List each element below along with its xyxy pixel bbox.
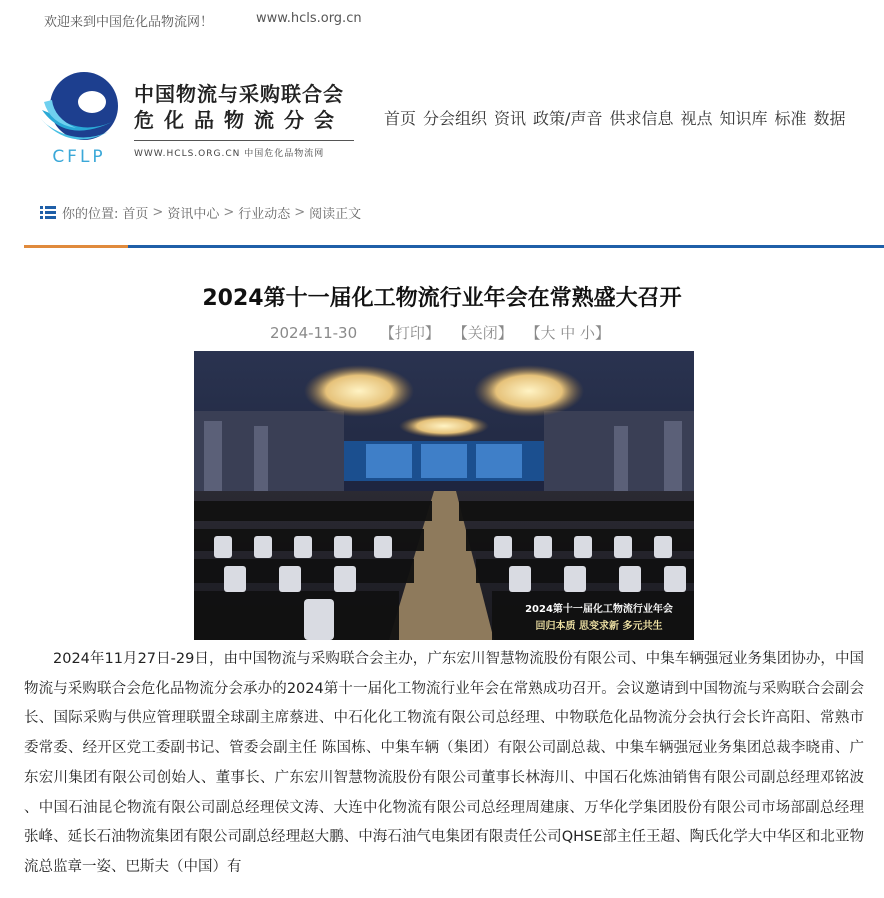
org-name-line1: 中国物流与采购联合会: [134, 82, 344, 106]
breadcrumb-item-industry[interactable]: 行业动态: [238, 207, 291, 222]
cflp-logo-icon[interactable]: [36, 66, 122, 166]
main-nav: [384, 106, 846, 129]
nav-item-knowledge[interactable]: 知识库: [719, 109, 768, 128]
breadcrumb-separator: >: [223, 205, 235, 220]
article-date: 2024-11-30: [269, 324, 358, 342]
logo-text: CFLP: [52, 147, 106, 166]
breadcrumb-prefix: 你的位置:: [62, 207, 119, 222]
nav-item-data[interactable]: 数据: [813, 109, 846, 128]
photo-caption-line1: 2024第十一届化工物流行业年会: [525, 604, 673, 615]
nav-item-home[interactable]: 首页: [384, 109, 417, 128]
breadcrumb-item-home[interactable]: 首页: [122, 207, 149, 222]
nav-item-supply[interactable]: 供求信息: [609, 109, 674, 128]
header-divider: [24, 245, 884, 248]
nav-item-standards[interactable]: 标准: [774, 109, 807, 128]
nav-item-viewpoint[interactable]: 视点: [680, 109, 713, 128]
top-bar: [0, 0, 884, 40]
list-icon: [40, 206, 56, 219]
photo-caption-line2: 回归本质 思变求新 多元共生: [535, 621, 663, 632]
org-divider: [134, 140, 354, 141]
site-domain-link[interactable]: www.hcls.org.cn: [256, 11, 362, 26]
breadcrumb: [40, 203, 361, 222]
breadcrumb-item-news-center[interactable]: 资讯中心: [167, 207, 220, 222]
close-link[interactable]: 【关闭】: [452, 324, 513, 342]
article-body: 2024年11月27日-29日，由中国物流与采购联合会主办，广东宏川智慧物流股份有限公司、中集车辆强冠业务集团协办，中国物流与采购联合会危化品物流分会承办的2024第十一届化工物流行业年会在常熟成功召开。会议邀请到中国物流与采购联合会副会长、国际采购与供应管理联盟全球副主席蔡进、中石化化工物流有限公司总经理、中物联危化品物流分会执行会长许高阳、常熟市委常委、经开区党工委副书记、管委会副主任 陈国栋、中集车辆（集团）有限公司副总裁、中集车辆强冠业务集团总裁李晓甫、广东宏川集团有限公司创始人、董事长、广东宏川智慧物流股份有限公司董事长林海川、中国石化炼油销售有限公司副总经理邓铭波 、中国石油昆仑物流有限公司副总经理侯文涛、大连中化物流有限公司总经理周建康、万华化学集团股份有限公司市场部副总经理张峰、延长石油物流集团有限公司副总经理赵大鹏、中海石油气电集团有限责任公司QHSE部主任王超、陶氏化学大中华区和北亚物流总监章一姿、巴斯夫（中国）有: [24, 651, 864, 875]
print-link[interactable]: 【打印】: [379, 324, 440, 342]
header-divider-accent: [24, 245, 128, 248]
breadcrumb-separator: >: [294, 205, 306, 220]
nav-item-news[interactable]: 资讯: [494, 109, 527, 128]
org-name-line2: 危化品物流分会: [134, 108, 344, 132]
font-size-links[interactable]: 【大 中 小】: [525, 324, 611, 342]
breadcrumb-item-current: 阅读正文: [309, 207, 362, 222]
nav-item-policy[interactable]: 政策/声音: [533, 109, 603, 128]
org-website-line: WWW.HCLS.ORG.CN 中国危化品物流网: [134, 149, 325, 159]
article-meta: [0, 322, 884, 343]
conference-photo: [194, 351, 694, 640]
nav-item-organization[interactable]: 分会组织: [423, 109, 488, 128]
welcome-text: 欢迎来到中国危化品物流网！: [44, 15, 214, 30]
article-title: 2024第十一届化工物流行业年会在常熟盛大召开: [202, 286, 682, 311]
breadcrumb-separator: >: [152, 205, 164, 220]
